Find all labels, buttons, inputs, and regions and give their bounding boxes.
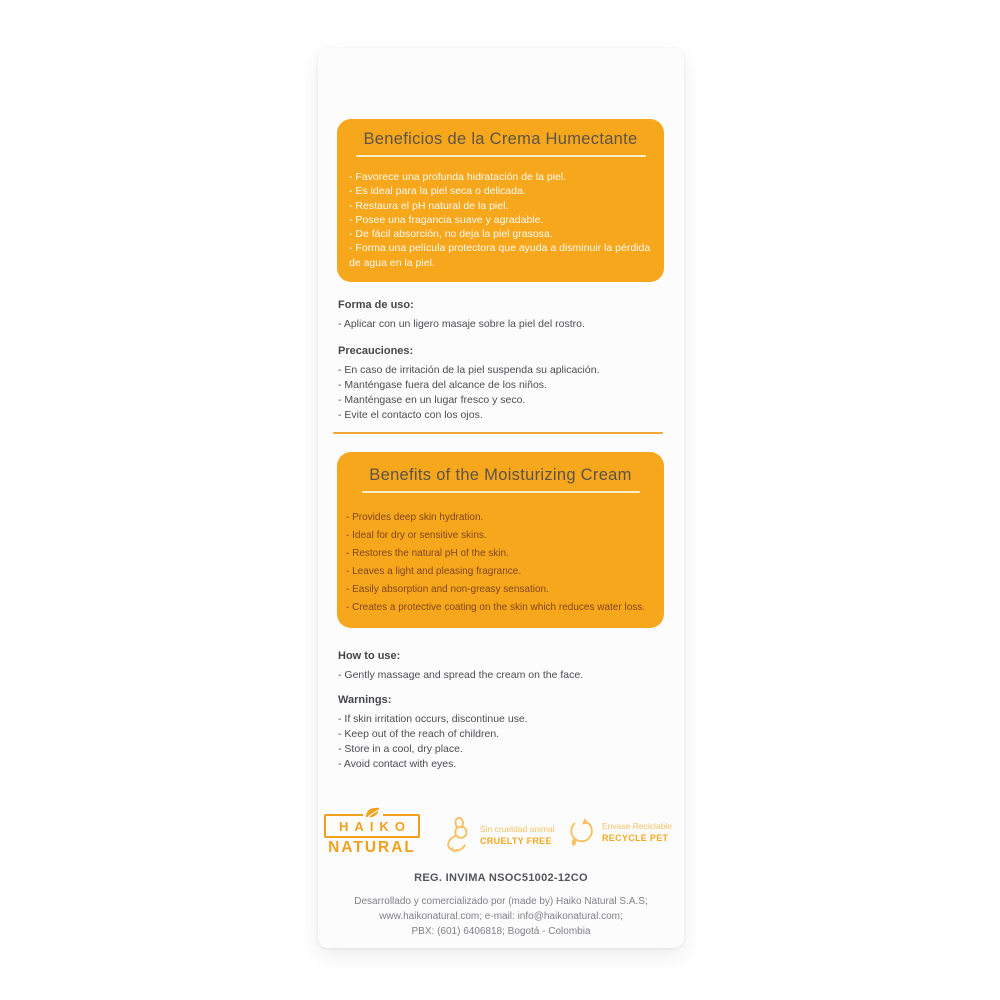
- section-divider: [333, 432, 663, 434]
- cruelty-free-text: [480, 823, 555, 847]
- title-underline: [362, 491, 640, 493]
- brand-wordmark-box: [324, 814, 420, 838]
- benefit-item: - Forma una película protectora que ayuda a disminuir la pérdida de agua en la piel.: [349, 242, 651, 269]
- benefit-item: - Favorece una profunda hidratación de la piel.: [349, 171, 567, 183]
- rabbit-icon: [444, 816, 474, 854]
- usage-section-english: [338, 649, 670, 683]
- cruelty-free-line-en: CRUELTY FREE: [480, 836, 552, 846]
- recycle-icon: [566, 816, 596, 848]
- brand-name: HAIKO: [339, 819, 411, 834]
- title-underline: [356, 155, 646, 157]
- usage-heading-spanish: Forma de uso:: [338, 299, 414, 311]
- benefit-item: - Posee una fragancia suave y agradable.: [349, 213, 544, 226]
- footer-contact: www.haikonatural.com; e-mail: info@haikonatural.com;: [379, 911, 623, 922]
- cruelty-free-line-es: Sin crueldad animal: [480, 824, 555, 834]
- precautions-heading-spanish: Precauciones:: [338, 345, 414, 357]
- haiko-natural-logo: [324, 808, 420, 857]
- benefits-list-spanish: [337, 170, 664, 270]
- recyclable-text: [602, 820, 672, 844]
- benefit-item: - Es ideal para la piel seca o delicada.: [349, 185, 526, 198]
- recyclable-line-es: Envase Reciclable: [602, 821, 672, 831]
- warning-item: - Store in a cool, dry place.: [338, 743, 463, 755]
- precaution-item: - En caso de irritación de la piel suspenda su aplicación.: [338, 364, 600, 376]
- benefits-box-english: [337, 452, 664, 628]
- benefit-item: - Restores the natural pH of the skin.: [346, 548, 509, 559]
- brand-subname: NATURAL: [328, 839, 416, 856]
- precautions-section-spanish: [338, 344, 670, 423]
- benefit-item: - Leaves a light and pleasing fragrance.: [346, 566, 522, 577]
- benefit-item: - Easily absorption and non-greasy sensation.: [346, 584, 549, 595]
- usage-line: - Aplicar con un ligero masaje sobre la piel del rostro.: [338, 318, 585, 330]
- packaging-back-panel: [318, 48, 684, 948]
- warnings-section-english: [338, 693, 670, 772]
- benefit-item: - Ideal for dry or sensitive skins.: [346, 530, 487, 541]
- cruelty-free-stamp: [444, 816, 555, 854]
- manufacturer-footer: [318, 894, 684, 939]
- benefit-item: - Restaura el pH natural de la piel.: [349, 199, 509, 212]
- benefit-item: - Provides deep skin hydration.: [346, 512, 484, 523]
- benefits-box-spanish: [337, 119, 664, 282]
- warning-item: - If skin irritation occurs, discontinue use.: [338, 713, 528, 725]
- benefit-item: - Creates a protective coating on the skin which reduces water loss.: [346, 602, 646, 613]
- footer-made-by: Desarrollado y comercializado por (made by) Haiko Natural S.A.S;: [354, 896, 648, 907]
- usage-section-spanish: [338, 298, 670, 332]
- leaf-icon: [363, 806, 383, 819]
- benefit-item: - De fácil absorción, no deja la piel grasosa.: [349, 228, 553, 241]
- benefits-list-english: [337, 509, 664, 617]
- invima-registration: REG. INVIMA NSOC51002-12CO: [414, 872, 588, 884]
- warning-item: - Avoid contact with eyes.: [338, 758, 457, 770]
- warning-item: - Keep out of the reach of children.: [338, 728, 500, 740]
- precaution-item: - Evite el contacto con los ojos.: [338, 409, 483, 421]
- recyclable-stamp: [566, 816, 672, 848]
- precaution-item: - Manténgase fuera del alcance de los niños.: [338, 379, 547, 391]
- footer-phone-location: PBX: (601) 6406818; Bogotá - Colombia: [411, 926, 591, 937]
- warnings-heading-english: Warnings:: [338, 694, 392, 706]
- benefits-title-english: Benefits of the Moisturizing Cream: [369, 466, 632, 484]
- recyclable-line-en: RECYCLE PET: [602, 833, 669, 843]
- benefits-title-spanish: Beneficios de la Crema Humectante: [363, 130, 638, 148]
- usage-line: - Gently massage and spread the cream on the face.: [338, 669, 584, 681]
- precaution-item: - Manténgase en un lugar fresco y seco.: [338, 394, 526, 406]
- usage-heading-english: How to use:: [338, 650, 401, 662]
